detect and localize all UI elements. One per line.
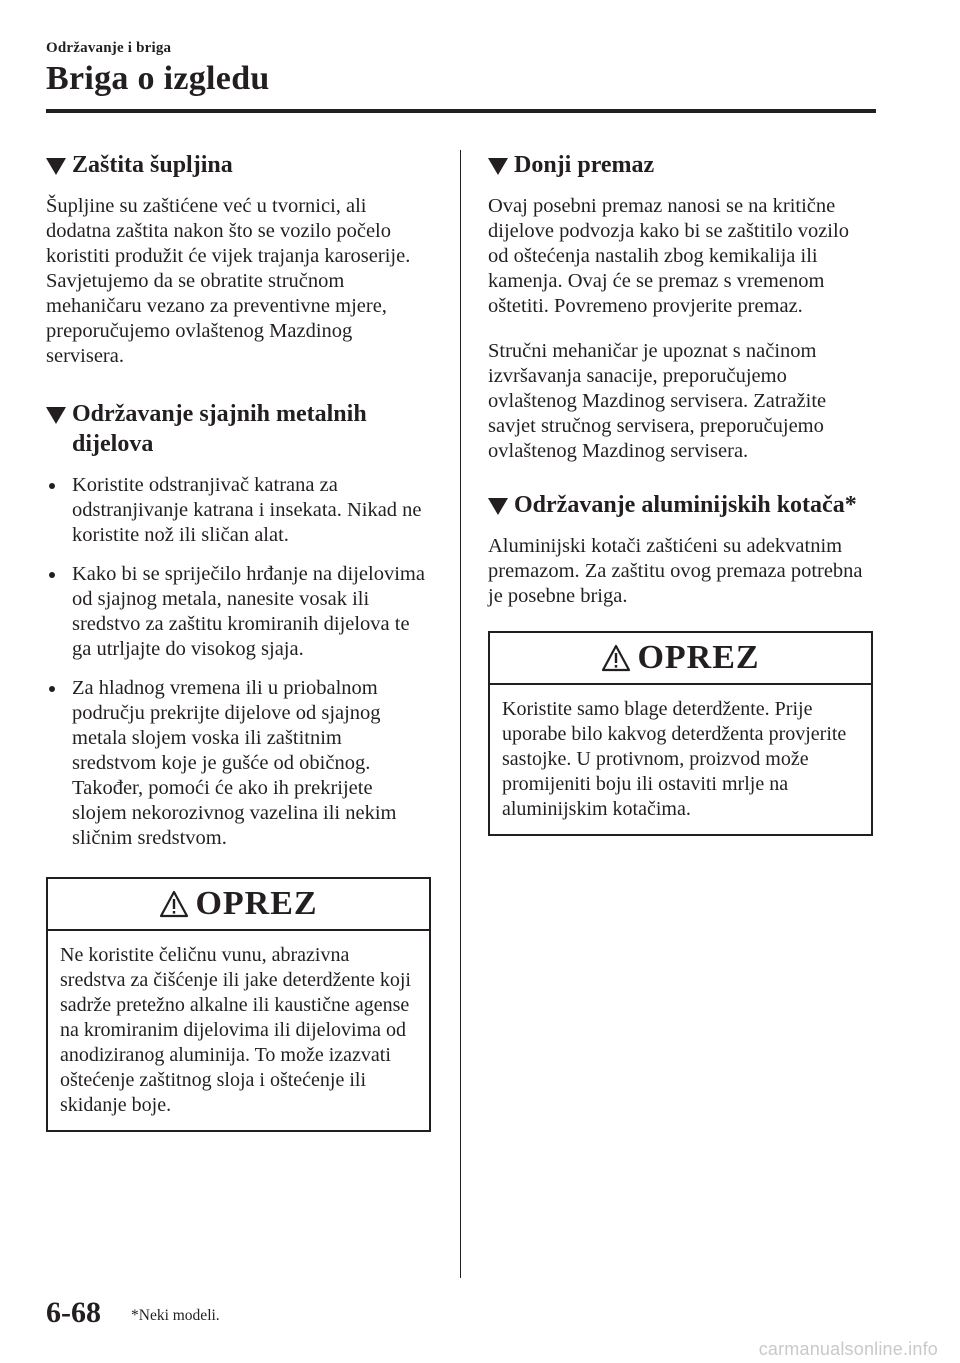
section-label: Održavanje i briga (46, 40, 172, 56)
column-divider (460, 150, 461, 1278)
caution-text: Koristite samo blage deterdžente. Prije uporabe bilo kakvog deterdženta provjerite sastojke. U protivnom, proizvod može promijeniti boju ili ostaviti mrlje na aluminijskim kotačima. (502, 698, 847, 820)
caution-title: OPREZ (637, 639, 760, 676)
bullet-icon (49, 686, 55, 692)
caution-header (48, 879, 429, 931)
caution-text: Ne koristite čeličnu vunu, abrazivna sredstva za čišćenje ili jake deterdžente koji sadrže pretežno alkalne ili kaustične agense na kromiranim dijelovima ili dijelovima od anodiziranog aluminija. To može izazvati oštećenje zaštitnog sloja i oštećenje ili skidanje boje. (60, 944, 411, 1116)
underbody-text-2: Stručni mehaničar je upoznat s načinom izvršavanja sanacije, preporučujemo ovlaštenog Mazdinog servisera. Zatražite savjet stručnog servisera, preporučujemo ovlaštenog Mazdinog servisera. (488, 340, 827, 462)
cavity-heading: Zaštita šupljina (46, 150, 431, 180)
watermark: carmanualsonline.info (758, 1339, 938, 1359)
triangle-marker-icon (46, 158, 66, 175)
metal-parts-heading: Održavanje sjajnih metalnih dijelova (46, 399, 431, 459)
list-item: Kako bi se spriječilo hrđanje na dijelovima od sjajnog metala, nanesite vosak ili sredstvo za zaštitu kromiranih dijelova te ga utrljajte do visokog sjaja. (46, 562, 431, 662)
header-rule (46, 109, 876, 113)
caution-box (488, 631, 873, 836)
caution-title: OPREZ (195, 885, 318, 922)
caution-box (46, 877, 431, 1132)
triangle-marker-icon (46, 407, 66, 424)
list-item: Za hladnog vremena ili u priobalnom području prekrijte dijelove od sjajnog metala slojem voska ili zaštitnim sredstvom koje je gušće od običnog. Također, pomoći će ako ih prekrijete slojem nekorozivnog vazelina ili nekim sličnim sredstvom. (46, 676, 431, 851)
underbody-heading: Donji premaz (488, 150, 873, 180)
warning-icon (601, 644, 631, 672)
right-column (488, 150, 873, 836)
caution-header (490, 633, 871, 685)
alloy-wheels-heading: Održavanje aluminijskih kotača* (488, 490, 873, 520)
list-item: Koristite odstranjivač katrana za odstranjivanje katrana i insekata. Nikad ne koristite nož ili sličan alat. (46, 473, 431, 548)
triangle-marker-icon (488, 158, 508, 175)
bullet-icon (49, 572, 55, 578)
metal-parts-list (46, 473, 431, 851)
left-column (46, 150, 431, 1132)
cavity-text: Šupljine su zaštićene već u tvornici, ali dodatna zaštita nakon što se vozilo počelo koristiti produžit će vijek trajanja karoserije. Savjetujemo da se obratite stručnom mehaničaru vezano za preventivne mjere, preporučujemo ovlaštenog Mazdinog servisera. (46, 195, 411, 367)
page-number: 6-68 (46, 1296, 101, 1329)
page-title: Briga o izgledu (46, 60, 270, 97)
footnote: *Neki modeli. (131, 1307, 220, 1324)
alloy-wheels-text: Aluminijski kotači zaštićeni su adekvatnim premazom. Za zaštitu ovog premaza potrebna je posebne briga. (488, 535, 863, 607)
triangle-marker-icon (488, 498, 508, 515)
underbody-text-1: Ovaj posebni premaz nanosi se na kritične dijelove podvozja kako bi se zaštitilo vozilo od oštećenja nastalih zbog kemikalija ili kamenja. Ovaj će se premaz s vremenom oštetiti. Povremeno provjerite premaz. (488, 195, 849, 317)
warning-icon (159, 890, 189, 918)
bullet-icon (49, 483, 55, 489)
